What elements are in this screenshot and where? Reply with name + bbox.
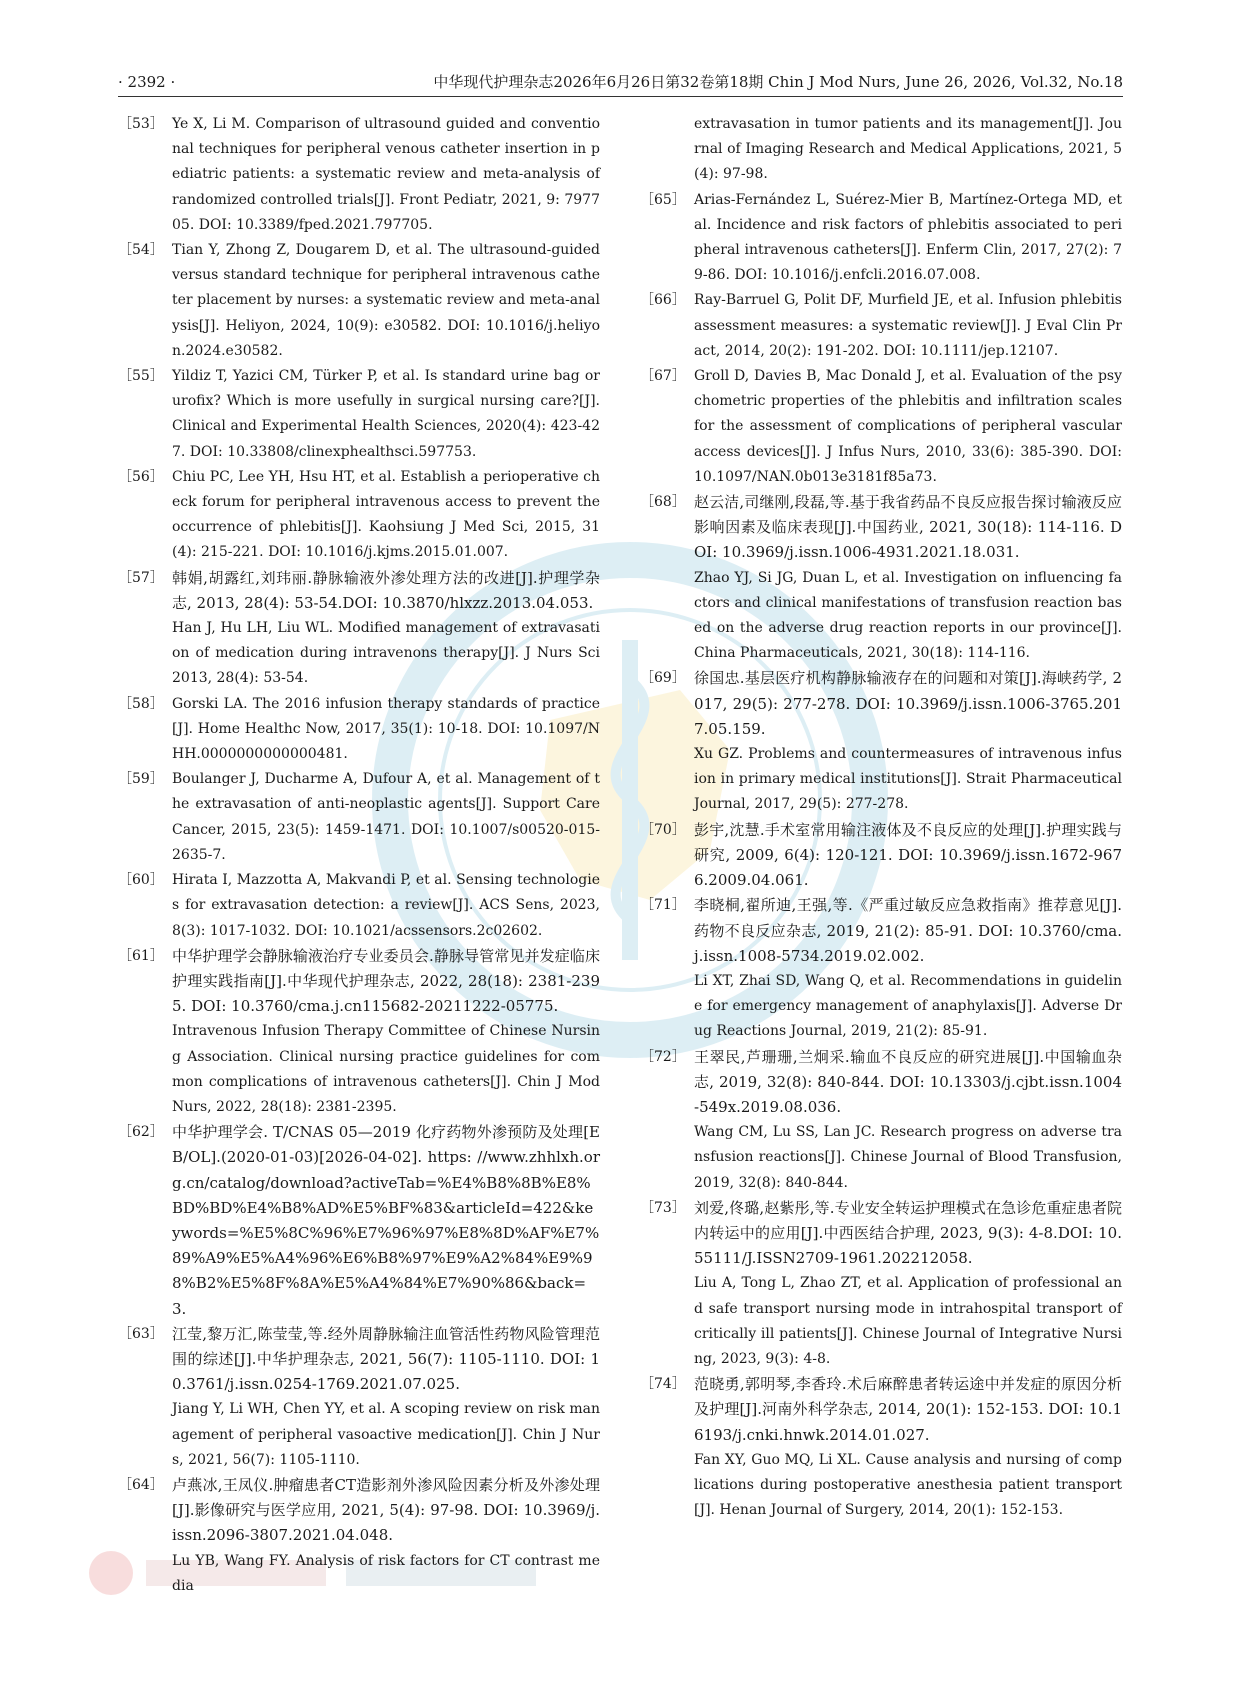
reference-text-english: Ye X, Li M. Comparison of ultrasound guided and conventional techniques for peripheral venous catheter insertion in pediatric patients: a systematic review and meta-analysis of randomized controlled trials[J]. Front Pediatr, 2021, 9: 797705. DOI: 10.3389/fped.2021.797705. xyxy=(172,116,600,233)
reference-text-english: Xu GZ. Problems and countermeasures of intravenous infusion in primary medical institutions[J]. Strait Pharmaceutical Journal, 2017, 29(5): 277-278. xyxy=(694,746,1122,813)
reference-number: ［63］ xyxy=(118,1325,164,1342)
reference-text-english: Li XT, Zhai SD, Wang Q, et al. Recommendations in guideline for emergency management of anaphylaxis[J]. Adverse Drug Reactions Journal, 2019, 21(2): 85-91. xyxy=(694,972,1122,1040)
reference-item xyxy=(118,238,600,364)
reference-text-english: Han J, Hu LH, Liu WL. Modified management of extravasation of medication during intravenons therapy[J]. J Nurs Sci 2013, 28(4): 53-54. xyxy=(172,620,600,687)
reference-item xyxy=(118,1120,600,1322)
reference-text-english: Arias-Fernández L, Suérez-Mier B, Martínez-Ortega MD, et al. Incidence and risk factors of phlebitis associated to peripheral intravenous catheters[J]. Enferm Clin, 2017, 27(2): 79-86. DOI: 10.1016/j.enfcli.2016.07.008. xyxy=(694,191,1122,284)
reference-number: ［56］ xyxy=(118,468,164,485)
reference-text-english: Tian Y, Zhong Z, Dougarem D, et al. The ultrasound-guided versus standard technique for peripheral intravenous catheter placement by nurses: a systematic review and meta-analysis[J]. Heliyon, 2024, 10(9): e30582. DOI: 10.1016/j.heliyon.2024.e30582. xyxy=(172,242,600,359)
reference-number: ［61］ xyxy=(118,947,164,964)
reference-text-english: Wang CM, Lu SS, Lan JC. Research progress on adverse transfusion reactions[J]. Chinese Journal of Blood Transfusion, 2019, 32(8): 840-844. xyxy=(694,1124,1122,1191)
reference-number: ［62］ xyxy=(118,1124,164,1141)
reference-text-english: Liu A, Tong L, Zhao ZT, et al. Application of professional and safe transport nursing mode in intrahospital transport of critically ill patients[J]. Chinese Journal of Integrative Nursing, 2023, 9(3): 4-8. xyxy=(694,1275,1122,1367)
reference-text-chinese: 李晓桐,翟所迪,王强,等.《严重过敏反应急救指南》推荐意见[J].药物不良反应杂志, 2019, 21(2): 85-91. DOI: 10.3760/cma.j.issn.1008-5734.2019.02.002. xyxy=(694,896,1122,965)
reference-text-chinese: 赵云洁,司继刚,段磊,等.基于我省药品不良反应报告探讨输液反应影响因素及临床表现[J].中国药业, 2021, 30(18): 114-116. DOI: 10.3969/j.issn.1006-4931.2021.18.031. xyxy=(694,493,1122,562)
reference-item xyxy=(118,944,600,1120)
reference-number: ［54］ xyxy=(118,242,164,259)
reference-number: ［68］ xyxy=(640,494,686,511)
reference-item xyxy=(640,112,1122,188)
reference-text-english: extravasation in tumor patients and its management[J]. Journal of Imaging Research and Medical Applications, 2021, 5(4): 97-98. xyxy=(694,116,1122,183)
references-column-left xyxy=(118,112,600,1599)
reference-item xyxy=(640,893,1122,1044)
reference-item xyxy=(118,364,600,465)
reference-item xyxy=(118,692,600,768)
reference-number: ［64］ xyxy=(118,1476,164,1493)
reference-item xyxy=(640,1045,1122,1196)
reference-item xyxy=(640,818,1122,894)
reference-text-english: Groll D, Davies B, Mac Donald J, et al. Evaluation of the psychometric properties of the phlebitis and infiltration scales for the assessment of complications of peripheral vascular access devices[J]. J Infus Nurs, 2010, 33(6): 385-390. DOI: 10.1097/NAN.0b013e3181f85a73. xyxy=(694,368,1122,485)
reference-item xyxy=(118,112,600,238)
reference-number: ［73］ xyxy=(640,1199,686,1216)
reference-text-english: Boulanger J, Ducharme A, Dufour A, et al. Management of the extravasation of anti-neoplastic agents[J]. Support Care Cancer, 2015, 23(5): 1459-1471. DOI: 10.1007/s00520-015-2635-7. xyxy=(172,771,600,863)
reference-item xyxy=(118,1322,600,1473)
reference-item xyxy=(640,288,1122,364)
reference-number: ［53］ xyxy=(118,116,164,132)
reference-item xyxy=(118,566,600,692)
reference-number: ［65］ xyxy=(640,191,686,208)
reference-text-english: Zhao YJ, Si JG, Duan L, et al. Investigation on influencing factors and clinical manifestations of transfusion reaction based on the adverse drug reaction reports in our province[J]. China Pharmaceuticals, 2021, 30(18): 114-116. xyxy=(694,569,1122,662)
reference-text-chinese: 徐国忠.基层医疗机构静脉输液存在的问题和对策[J].海峡药学, 2017, 29(5): 277-278. DOI: 10.3969/j.issn.1006-3765.2017.05.159. xyxy=(694,669,1122,738)
reference-item xyxy=(640,1196,1122,1372)
reference-item xyxy=(640,666,1122,817)
reference-item xyxy=(640,1372,1122,1523)
reference-number: ［67］ xyxy=(640,368,686,385)
journal-citation: 中华现代护理杂志2026年6月26日第32卷第18期 Chin J Mod Nurs, June 26, 2026, Vol.32, No.18 xyxy=(433,73,1123,91)
reference-text-chinese: 江莹,黎万汇,陈莹莹,等.经外周静脉输注血管活性药物风险管理范围的综述[J].中华护理杂志, 2021, 56(7): 1105-1110. DOI: 10.3761/j.issn.0254-1769.2021.07.025. xyxy=(172,1324,600,1394)
reference-item xyxy=(118,767,600,868)
reference-text-chinese: 彭宇,沈慧.手术室常用输注液体及不良反应的处理[J].护理实践与研究, 2009, 6(4): 120-121. DOI: 10.3969/j.issn.1672-9676.2009.04.061. xyxy=(694,820,1122,890)
reference-text-english: Jiang Y, Li WH, Chen YY, et al. A scoping review on risk management of peripheral vasoactive medication[J]. Chin J Nurs, 2021, 56(7): 1105-1110. xyxy=(172,1401,600,1468)
reference-text-chinese: 王翠民,芦珊珊,兰炯采.输血不良反应的研究进展[J].中国输血杂志, 2019, 32(8): 840-844. DOI: 10.13303/j.cjbt.issn.1004-549x.2019.08.036. xyxy=(694,1047,1122,1116)
reference-text-chinese: 刘爱,佟璐,赵紫彤,等.专业安全转运护理模式在急诊危重症患者院内转运中的应用[J].中西医结合护理, 2023, 9(3): 4-8.DOI: 10.55111/J.ISSN2709-1961.202212058. xyxy=(694,1198,1122,1268)
reference-text-english: Ray-Barruel G, Polit DF, Murfield JE, et al. Infusion phlebitis assessment measures: a systematic review[J]. J Eval Clin Pract, 2014, 20(2): 191-202. DOI: 10.1111/jep.12107. xyxy=(694,292,1122,359)
reference-number: ［74］ xyxy=(640,1376,686,1393)
reference-item xyxy=(118,465,600,566)
reference-text-chinese: 中华护理学会. T/CNAS 05—2019 化疗药物外渗预防及处理[EB/OL].(2020-01-03)[2026-04-02]. https: //www.zhhlxh.org.cn/catalog/download?activeTab=%E4%B8%8B%E8%BD%BD%E4%B8%AD%E5%BF%83&articleId=422&keywords=%E5%8C%96%E7%96%97%E8%8D%AF%E7%89%A9%E5%A4%96%E6%B8%97%E9%A2%84%E9%98%B2%E5%8F%8A%E5%A4%84%E7%90%86&back=3. xyxy=(172,1123,600,1318)
reference-text-english: Lu YB, Wang FY. Analysis of risk factors for CT contrast media xyxy=(172,1552,600,1594)
reference-text-chinese: 范晓勇,郭明琴,李香玲.术后麻醉患者转运途中并发症的原因分析及护理[J].河南外科学杂志, 2014, 20(1): 152-153. DOI: 10.16193/j.cnki.hnwk.2014.01.027. xyxy=(694,1375,1122,1444)
reference-text-english: Intravenous Infusion Therapy Committee of Chinese Nursing Association. Clinical nursing practice guidelines for common complications of intravenous catheters[J]. Chin J Mod Nurs, 2022, 28(18): 2381-2395. xyxy=(172,1023,600,1115)
reference-number: ［59］ xyxy=(118,771,164,788)
reference-number: ［71］ xyxy=(640,897,686,914)
reference-text-english: Gorski LA. The 2016 infusion therapy standards of practice[J]. Home Healthc Now, 2017, 35(1): 10-18. DOI: 10.1097/NHH.0000000000000481. xyxy=(172,695,600,763)
reference-number: ［55］ xyxy=(118,368,164,385)
reference-text-english: Chiu PC, Lee YH, Hsu HT, et al. Establish a perioperative check forum for peripheral intravenous access to prevent the occurrence of phlebitis[J]. Kaohsiung J Med Sci, 2015, 31(4): 215-221. DOI: 10.1016/j.kjms.2015.01.007. xyxy=(172,468,600,561)
reference-number: ［69］ xyxy=(640,670,686,687)
reference-item xyxy=(640,188,1122,289)
reference-item xyxy=(118,1473,600,1599)
reference-number: ［70］ xyxy=(640,821,686,838)
reference-number: ［57］ xyxy=(118,569,164,586)
page-header xyxy=(118,70,1123,97)
reference-text-english: Hirata I, Mazzotta A, Makvandi P, et al. Sensing technologies for extravasation detection: a review[J]. ACS Sens, 2023, 8(3): 1017-1032. DOI: 10.1021/acssensors.2c02602. xyxy=(172,872,600,939)
reference-text-chinese: 中华护理学会静脉输液治疗专业委员会.静脉导管常见并发症临床护理实践指南[J].中华现代护理杂志, 2022, 28(18): 2381-2395. DOI: 10.3760/cma.j.cn115682-20211222-05775. xyxy=(172,946,600,1016)
reference-item xyxy=(640,490,1122,666)
reference-text-english: Fan XY, Guo MQ, Li XL. Cause analysis and nursing of complications during postoperative anesthesia patient transport[J]. Henan Journal of Surgery, 2014, 20(1): 152-153. xyxy=(694,1451,1122,1519)
reference-item xyxy=(118,868,600,944)
reference-number: ［58］ xyxy=(118,695,164,712)
reference-item xyxy=(640,364,1122,490)
page-number: · 2392 · xyxy=(118,73,176,91)
references-column-right xyxy=(640,112,1122,1523)
reference-number: ［60］ xyxy=(118,872,164,889)
reference-text-chinese: 韩娟,胡露红,刘玮丽.静脉输液外渗处理方法的改进[J].护理学杂志, 2013, 28(4): 53-54.DOI: 10.3870/hlxzz.2013.04.053. xyxy=(172,568,600,612)
reference-number: ［72］ xyxy=(640,1048,686,1065)
reference-text-english: Yildiz T, Yazici CM, Türker P, et al. Is standard urine bag or urofix? Which is more usefully in surgical nursing care?[J]. Clinical and Experimental Health Sciences, 2020(4): 423-427. DOI: 10.33808/clinexphealthsci.597753. xyxy=(172,368,600,460)
reference-text-chinese: 卢燕冰,王凤仪.肿瘤患者CT造影剂外渗风险因素分析及外渗处理[J].影像研究与医学应用, 2021, 5(4): 97-98. DOI: 10.3969/j.issn.2096-3807.2021.04.048. xyxy=(172,1475,600,1545)
reference-number: ［66］ xyxy=(640,292,686,309)
